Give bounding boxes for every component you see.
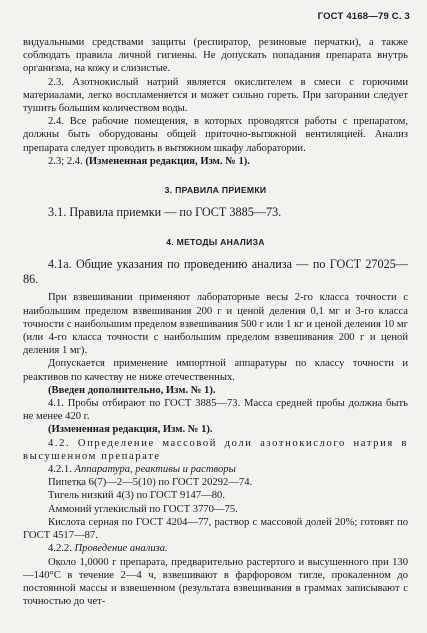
clause-title: Проведение анализа. [74,543,168,555]
sulfuric-acid-item: Кислота серная по ГОСТ 4204—77, раствор с массовой долей 20%; готовят по ГОСТ 4517—87. [23,516,408,542]
paragraph-4-2-heading: 4.2. Определение массовой доли азотнокислого натрия в высушенном препарате [23,437,408,462]
paragraph-procedure: Около 1,0000 г препарата, предварительно растертого и высушенного при 130—140°С в течение 2—4 ч, взвешивают в фарфоровом тигле, прокаленном до постоянной массы и взвешенном (результата взвешивания в граммах записывают с точностью до чет- [23,556,408,608]
amendment-label: (Измененная редакция, Изм. № 1). [85,155,250,167]
amendment-note-2-3-2-4 [23,155,408,168]
amendment-ref: 2.3; 2.4. [48,155,83,167]
paragraph-import-equipment: Допускается применение импортной аппаратуры по классу точности и реактивов по качеству не ниже отечественных. [23,358,408,383]
paragraph-4-2-2 [23,542,408,555]
paragraph-3-1: 3.1. Правила приемки — по ГОСТ 3885—73. [48,205,282,220]
document-body [23,36,408,608]
paragraph-ppe: видуальными средствами защиты (респиратор, резиновые перчатки), а также соблюдать правила личной гигиены. Не допускать попадания препарата внутрь организма, на кожу и слизистые. [23,37,408,75]
clause-number: 4.2.2. [48,543,72,555]
crucible-item: Тигель низкий 4(3) по ГОСТ 9147—80. [48,490,225,502]
section-3-heading: 3. ПРАВИЛА ПРИЕМКИ [164,185,267,196]
clause-title: Аппаратура, реактивы и растворы [74,464,236,476]
paragraph-2-4: 2.4. Все рабочие помещения, в которых проводятся работы с препаратом, должны быть оборудованы общей приточно-вытяжной вентиляцией. Анализ препарата следует проводить в вытяжном шкафу лаборатории. [23,116,408,154]
pipette-item: Пипетка 6(7)—2—5(10) по ГОСТ 20292—74. [48,477,253,489]
paragraph-4-2-1 [23,463,408,476]
section-4-heading: 4. МЕТОДЫ АНАЛИЗА [166,237,265,248]
paragraph-weighing: При взвешивании применяют лабораторные весы 2-го класса точности с наибольшим пределом взвешивания 200 г и ценой деления 0,1 мг и 3-го класса точности с наибольшим пределом взвешивания 500 г или 1 кг и ценой деления 10 мг (или 4-го класса точности с наибольшим пределом взвешивания 200 г и ценой деления 1 мг). [23,292,408,357]
ammonium-item: Аммоний углекислый по ГОСТ 3770—75. [48,503,238,515]
amendment-introduced: (Введен дополнительно, Изм. № 1). [48,384,216,396]
clause-number: 4.2.1. [48,464,72,476]
page-header: ГОСТ 4168—79 С. 3 [317,11,410,22]
paragraph-4-1a: 4.1а. Общие указания по проведению анализа — по ГОСТ 27025—86. [23,257,408,287]
amendment-revised: (Измененная редакция, Изм. № 1). [48,424,213,436]
paragraph-4-1: 4.1. Пробы отбирают по ГОСТ 3885—73. Масса средней пробы должна быть не менее 420 г. [23,398,408,423]
paragraph-2-3: 2.3. Азотнокислый натрий является окислителем в смеси с горючими материалами, легко воспламеняется и может сильно гореть. При загорании следует тушить большим количеством воды. [23,76,408,115]
